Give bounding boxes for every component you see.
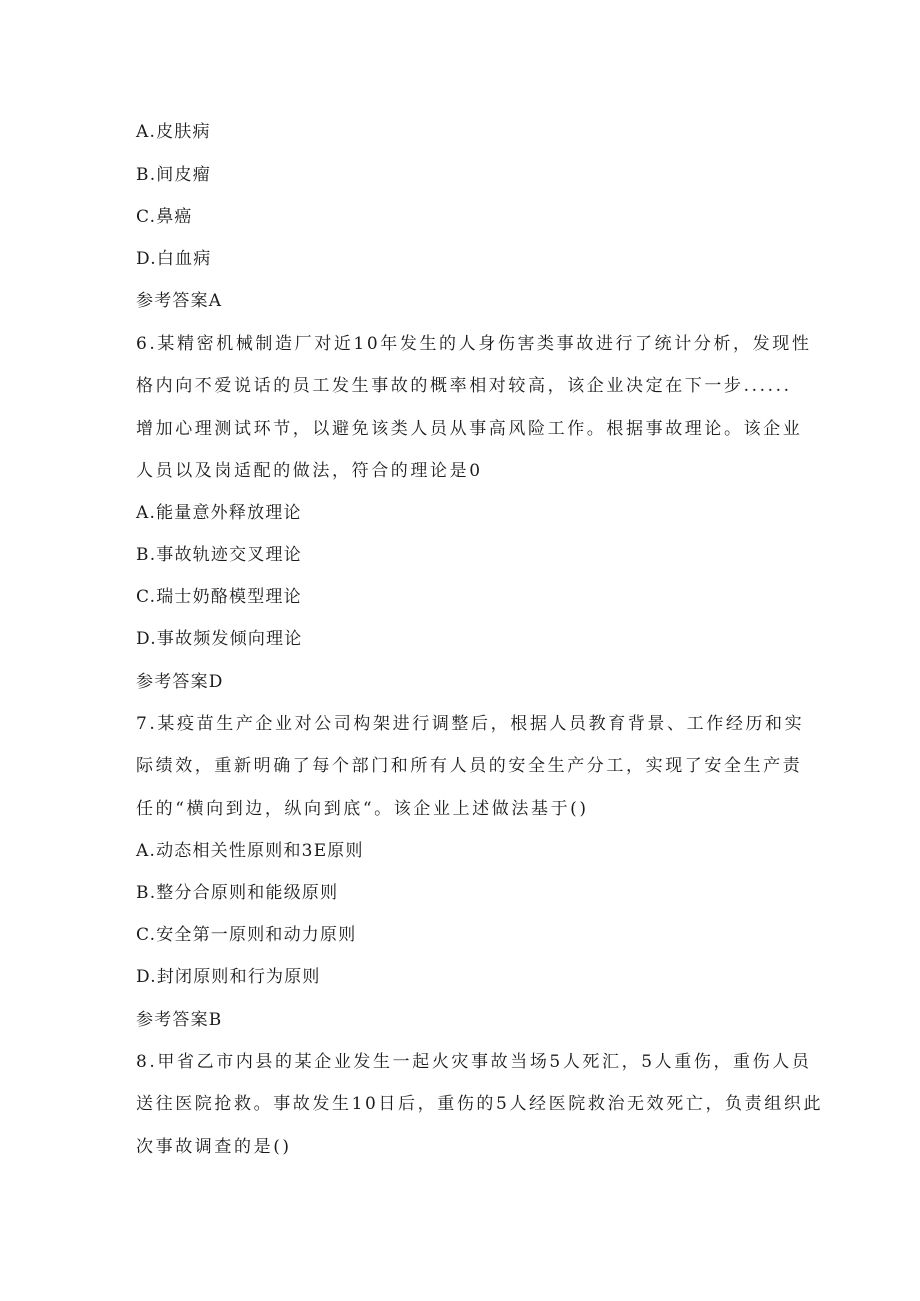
q7-stem-line-2: 际绩效，重新明确了每个部门和所有人员的安全生产分工，实现了安全生产责 <box>136 756 803 776</box>
q7-option-d: D.封闭原则和行为原则 <box>136 967 321 987</box>
q7-option-b: B.整分合原则和能级原则 <box>136 883 339 903</box>
q6-answer: 参考答案D <box>136 672 224 692</box>
q6-option-d: D.事故频发倾向理论 <box>136 629 303 649</box>
prev-option-d: D.白血病 <box>136 249 212 269</box>
q6-stem-line-4: 人员以及岗适配的做法，符合的理论是0 <box>136 461 483 481</box>
q6-stem-line-1: 6.某精密机械制造厂对近10年发生的人身伤害类事故进行了统计分析，发现性 <box>136 334 812 354</box>
q7-option-c: C.安全第一原则和动力原则 <box>136 925 357 945</box>
prev-option-c: C.鼻癌 <box>136 207 193 227</box>
prev-option-a: A.皮肤病 <box>136 122 211 142</box>
q8-stem-line-2: 送往医院抢救。事故发生10日后，重伤的5人经医院救治无效死亡，负责组织此 <box>136 1094 824 1114</box>
q7-option-a: A.动态相关性原则和3E原则 <box>136 841 364 861</box>
prev-option-b: B.间皮瘤 <box>136 165 211 185</box>
q7-stem-line-1: 7.某疫苗生产企业对公司构架进行调整后，根据人员教育背景、工作经历和实 <box>136 714 805 734</box>
q8-stem-line-3: 次事故调查的是() <box>136 1137 292 1157</box>
q6-option-c: C.瑞士奶酪模型理论 <box>136 587 302 607</box>
q7-stem-line-3: 任的“横向到边，纵向到底“。该企业上述做法基于() <box>136 799 589 819</box>
q6-option-a: A.能量意外释放理论 <box>136 503 302 523</box>
prev-answer: 参考答案A <box>136 291 223 311</box>
q6-stem-line-3: 增加心理测试环节，以避免该类人员从事高风险工作。根据事故理论。该企业 <box>136 419 803 439</box>
q7-answer: 参考答案B <box>136 1010 223 1030</box>
q6-option-b: B.事故轨迹交叉理论 <box>136 545 302 565</box>
q6-stem-line-2: 格内向不爱说话的员工发生事故的概率相对较高，该企业决定在下一步...... <box>136 376 792 396</box>
q8-stem-line-1: 8.甲省乙市内县的某企业发生一起火灾事故当场5人死汇，5人重伤，重伤人员 <box>136 1052 812 1072</box>
